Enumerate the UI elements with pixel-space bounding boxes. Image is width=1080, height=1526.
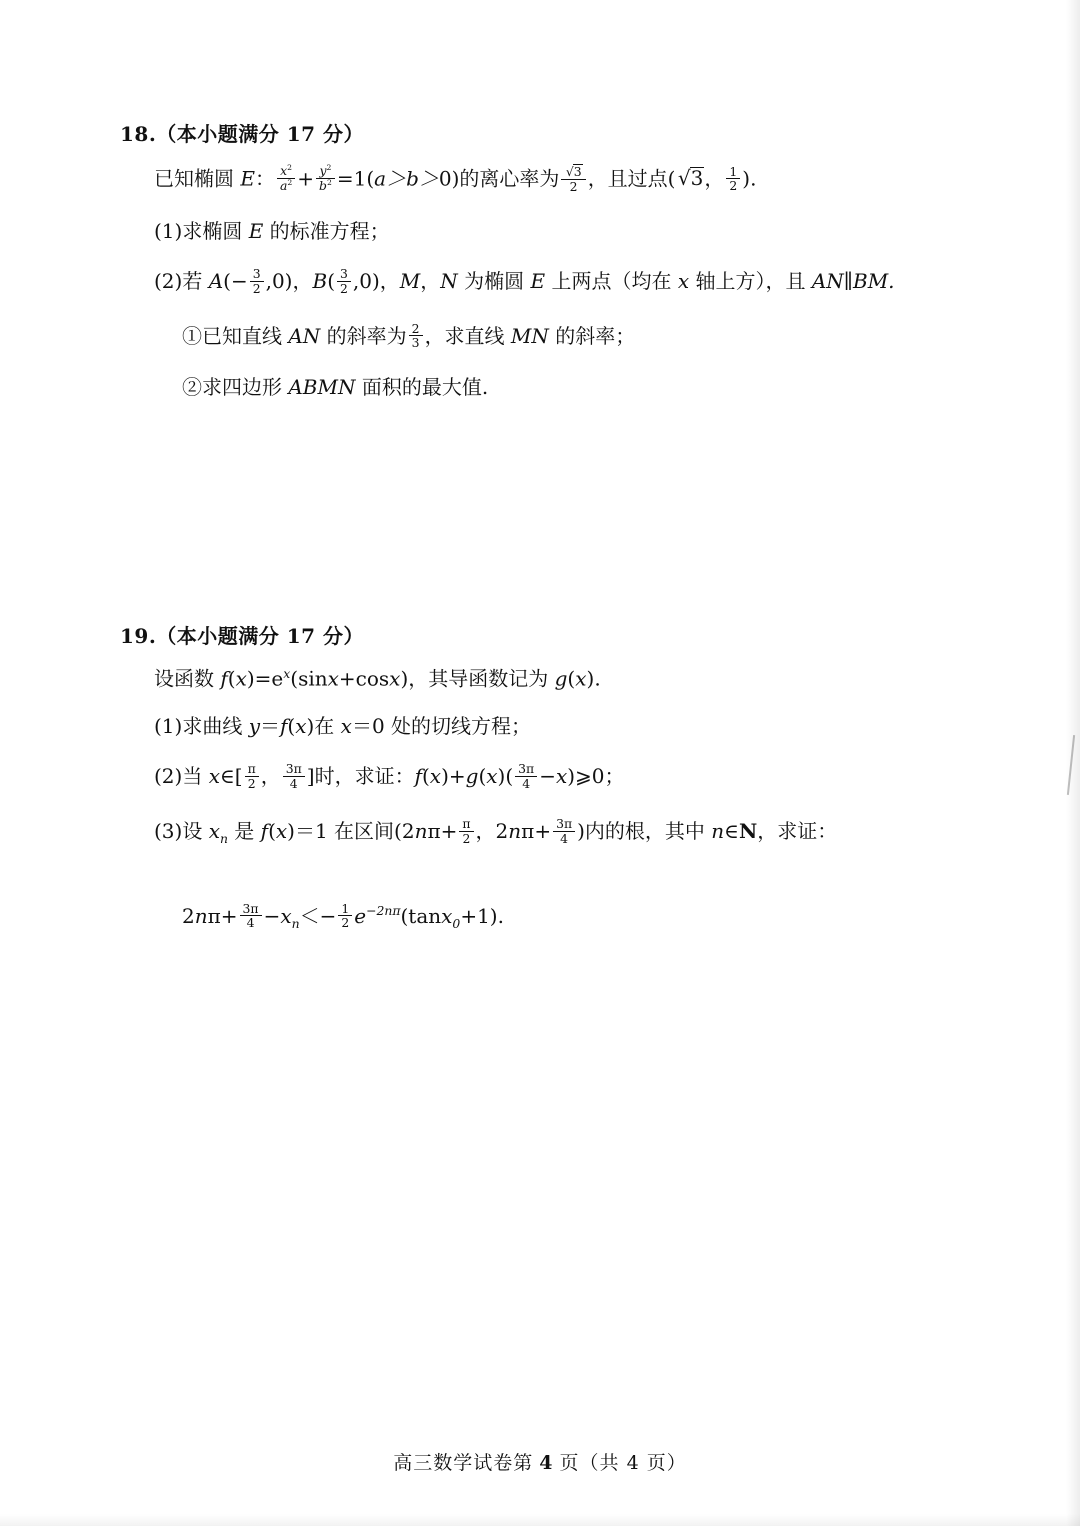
paren: ( <box>421 763 430 788</box>
sub1-text-c: ，求直线 <box>424 323 511 348</box>
denominator-4: 4 <box>283 776 305 791</box>
sub1-text-d: 的斜率； <box>548 323 636 348</box>
fraction-3-2 <box>250 267 264 296</box>
part3-text-c: )＝1 在区间(2 <box>287 818 415 843</box>
part3-text-e: )内的根，其中 <box>577 818 712 843</box>
footer-page-number: 4 <box>539 1452 554 1474</box>
tan-open: (tan <box>400 903 442 928</box>
page-footer <box>0 1448 1080 1475</box>
page-fold-mark <box>1067 735 1075 795</box>
part1-text-b: 的标准方程； <box>263 218 390 243</box>
part2-comma: ， <box>420 268 441 293</box>
point-B: B <box>312 268 328 293</box>
spacer <box>120 873 950 903</box>
var-x: x <box>486 763 498 788</box>
var-x: x <box>295 714 307 738</box>
func-f: f <box>260 818 269 843</box>
set-N: N <box>738 818 758 843</box>
subscript-0: 0 <box>452 915 461 931</box>
question-18-heading: 18.（本小题满分 17 分） <box>120 122 365 146</box>
var-x: x <box>208 763 220 788</box>
part2-text-f: 为椭圆 <box>457 268 531 293</box>
var-x: x <box>275 818 288 843</box>
question-19-heading: 19.（本小题满分 17 分） <box>120 624 365 649</box>
sub2-text-b: 面积的最大值. <box>355 375 489 400</box>
fraction-y2-b2 <box>316 164 335 193</box>
fraction-x2-a2 <box>277 164 295 193</box>
footer-suffix: 页（共 4 页） <box>559 1452 687 1474</box>
fraction-3pi-4 <box>553 817 575 846</box>
stem-text-g: ). <box>742 166 757 191</box>
element-of: ∈ <box>724 818 739 843</box>
fraction-1-2 <box>726 165 740 194</box>
page-content <box>120 118 950 957</box>
numerator-3: 3 <box>252 265 261 281</box>
sub1-text-a: ①已知直线 <box>182 323 289 348</box>
denominator-4: 4 <box>515 776 537 791</box>
var-n: n <box>194 903 208 928</box>
numerator-pi: π <box>247 761 256 777</box>
var-y: y <box>248 714 260 738</box>
fraction-pi-2 <box>459 817 473 846</box>
less-than-minus: ＜− <box>299 903 337 928</box>
numerator-1: 1 <box>341 900 350 916</box>
var-E: E <box>530 268 546 293</box>
numerator-2: 2 <box>411 320 420 336</box>
subscript-n: n <box>291 915 300 931</box>
paren-close: ). <box>586 667 601 691</box>
func-g: g <box>465 763 479 788</box>
func-f: f <box>414 763 422 788</box>
eq-e: )=e <box>246 667 284 691</box>
func-f: f <box>220 667 228 691</box>
paren-open: )( <box>497 763 514 788</box>
question-19-part-1 <box>120 716 950 737</box>
numerator-3pi: 3π <box>518 761 535 777</box>
part2-text-a: (2)当 <box>154 763 209 788</box>
stem-text-b: )，其导函数记为 <box>400 667 555 691</box>
denominator-4: 4 <box>240 915 262 930</box>
func-g: g <box>554 667 568 691</box>
fraction-3-2 <box>337 267 351 296</box>
paren: ( <box>567 667 576 691</box>
var-n: n <box>414 818 428 843</box>
denominator-4: 4 <box>553 831 575 846</box>
question-19 <box>120 620 950 931</box>
denominator-2: 2 <box>250 281 264 296</box>
part2-text-b: ]时，求证： <box>306 763 415 788</box>
exponent-2: 2 <box>287 163 293 173</box>
line-MN: MN <box>510 323 549 348</box>
stem-text-a: 已知椭圆 <box>154 166 241 191</box>
part2-text-g: 上两点（均在 <box>545 268 678 293</box>
stem-comma: ， <box>704 166 725 191</box>
var-x: x <box>429 763 442 788</box>
fraction-2-3 <box>409 322 423 351</box>
line-AN: AN <box>288 323 321 348</box>
comma: ， <box>260 763 281 788</box>
parallel-condition: AN∥BM. <box>811 268 895 293</box>
part3-text-a: (3)设 <box>154 818 209 843</box>
tail: +1). <box>460 903 504 928</box>
page-edge-shadow <box>1066 0 1080 1526</box>
part1-text-a: (1)求曲线 <box>154 714 249 738</box>
minus: − <box>539 763 556 788</box>
question-19-part-3 <box>120 815 950 847</box>
denominator-2: 2 <box>726 178 740 193</box>
point-A: A <box>208 268 224 293</box>
euler-e: e <box>354 903 367 928</box>
var-x: x <box>389 667 401 691</box>
stem-eq: =1( <box>336 166 375 191</box>
point-N: N <box>440 268 458 293</box>
question-19-part-3-inequality <box>120 900 950 932</box>
fraction-pi-2 <box>245 762 259 791</box>
part1-text-a: (1)求椭圆 <box>154 218 249 243</box>
exponent-x: x <box>283 666 291 682</box>
answer-space-18 <box>120 424 950 620</box>
paren: ( <box>227 667 236 691</box>
paren: ( <box>287 714 296 738</box>
pi-plus: π+ <box>427 818 458 843</box>
var-x: x <box>340 714 352 738</box>
denominator-2: 2 <box>561 179 585 194</box>
part2-text-b: (− <box>223 268 248 293</box>
quad-ABMN: ABMN <box>288 375 356 400</box>
part3-text-d: ，2 <box>475 818 509 843</box>
denominator-2: 2 <box>459 831 473 846</box>
stem-text-a: 设函数 <box>154 667 221 691</box>
question-18-part-2-sub-2 <box>120 377 950 398</box>
var-x: x <box>280 903 292 928</box>
fraction-3pi-4 <box>240 902 262 931</box>
part3-text-b: 是 <box>227 818 261 843</box>
footer-prefix: 高三数学试卷第 <box>393 1452 534 1474</box>
var-x: x <box>555 763 568 788</box>
paren: ( <box>478 763 487 788</box>
plus-cos: +cos <box>338 667 390 691</box>
part2-text-e: ,0)， <box>352 268 400 293</box>
part1-text-c: ＝0 处的切线方程； <box>351 714 532 738</box>
exponent-2: 2 <box>326 178 332 188</box>
denominator-a: a <box>279 178 288 194</box>
paren: ( <box>268 818 276 843</box>
numerator-3pi: 3π <box>556 815 573 831</box>
func-f: f <box>280 714 288 738</box>
question-19-stem <box>120 667 950 690</box>
question-19-part-2 <box>120 763 950 792</box>
part2-text-c: ,0)， <box>265 268 313 293</box>
part2-text-a: (2)若 <box>154 268 209 293</box>
part2-text-h: 轴上方），且 <box>689 268 812 293</box>
part3-text-f: ，求证： <box>757 818 838 843</box>
radicand-3: 3 <box>573 164 582 180</box>
var-x: x <box>208 818 220 843</box>
part2-text-c: )⩾0； <box>567 763 625 788</box>
stem-colon: ： <box>254 166 275 191</box>
stem-text-d: 0)的离心率为 <box>438 166 560 191</box>
numerator-3pi: 3π <box>285 761 302 777</box>
minus: − <box>263 903 281 928</box>
fraction-sqrt3-2: $\frac{√3}{2}$ <box>561 164 585 194</box>
exponent-minus-2npi: −2nπ <box>366 902 401 918</box>
interval-open: ∈[ <box>219 763 243 788</box>
question-18-stem: 已知椭圆 E： $\frac{x^2}{a^2}$ + $\frac{y^2}{b^2}$ =1(a＞b＞0)的离心率为 $\frac{√3}{2}$ ，且过点( √3， $\frac{1}{2}$ ). <box>154 163 757 194</box>
var-n: n <box>508 818 522 843</box>
numerator-x: x <box>280 163 288 179</box>
fraction-1-2 <box>338 902 352 931</box>
question-18 <box>120 118 950 398</box>
page-bottom-shadow <box>0 1514 1080 1526</box>
exponent-2: 2 <box>326 163 332 173</box>
numerator-1: 1 <box>729 163 738 179</box>
plus: )+ <box>441 763 466 788</box>
denominator-2: 2 <box>338 915 352 930</box>
subscript-n: n <box>219 830 228 846</box>
var-x: x <box>677 268 690 293</box>
denominator-2: 2 <box>245 776 259 791</box>
sub1-text-b: 的斜率为 <box>320 323 407 348</box>
var-x: x <box>235 667 247 691</box>
sin-open: (sin <box>290 667 328 691</box>
numerator-3pi: 3π <box>242 900 259 916</box>
var-E: E <box>248 218 264 243</box>
var-n: n <box>711 818 725 843</box>
part1-text-b: )在 <box>306 714 341 738</box>
denominator-b: b <box>319 178 327 194</box>
equals: ＝ <box>260 714 280 738</box>
coef-2: 2 <box>182 903 195 928</box>
sub2-text-a: ②求四边形 <box>182 375 289 400</box>
pi-plus: π+ <box>521 818 552 843</box>
point-M: M <box>399 268 421 293</box>
exponent-2: 2 <box>287 178 293 188</box>
radicand-3: 3 <box>690 166 704 191</box>
question-18-part-1 <box>120 218 950 243</box>
part2-text-d: ( <box>327 268 335 293</box>
var-E: E <box>240 166 255 191</box>
var-x: x <box>575 667 587 691</box>
var-x: x <box>327 667 339 691</box>
question-18-part-2 <box>120 265 950 297</box>
denominator-3: 3 <box>409 335 423 350</box>
numerator-3: 3 <box>340 265 348 281</box>
numerator-pi: π <box>462 815 471 831</box>
stem-text-e: ，且过点( <box>587 166 676 191</box>
numerator-y: y <box>319 163 327 179</box>
denominator-2: 2 <box>337 281 351 296</box>
cond-a-gt-b: a＞b＞ <box>374 166 439 191</box>
var-x: x <box>441 903 453 928</box>
question-18-part-2-sub-1 <box>120 320 950 352</box>
fraction-3pi-4 <box>515 762 537 791</box>
fraction-3pi-4 <box>283 762 305 791</box>
pi-plus: π+ <box>207 903 238 928</box>
